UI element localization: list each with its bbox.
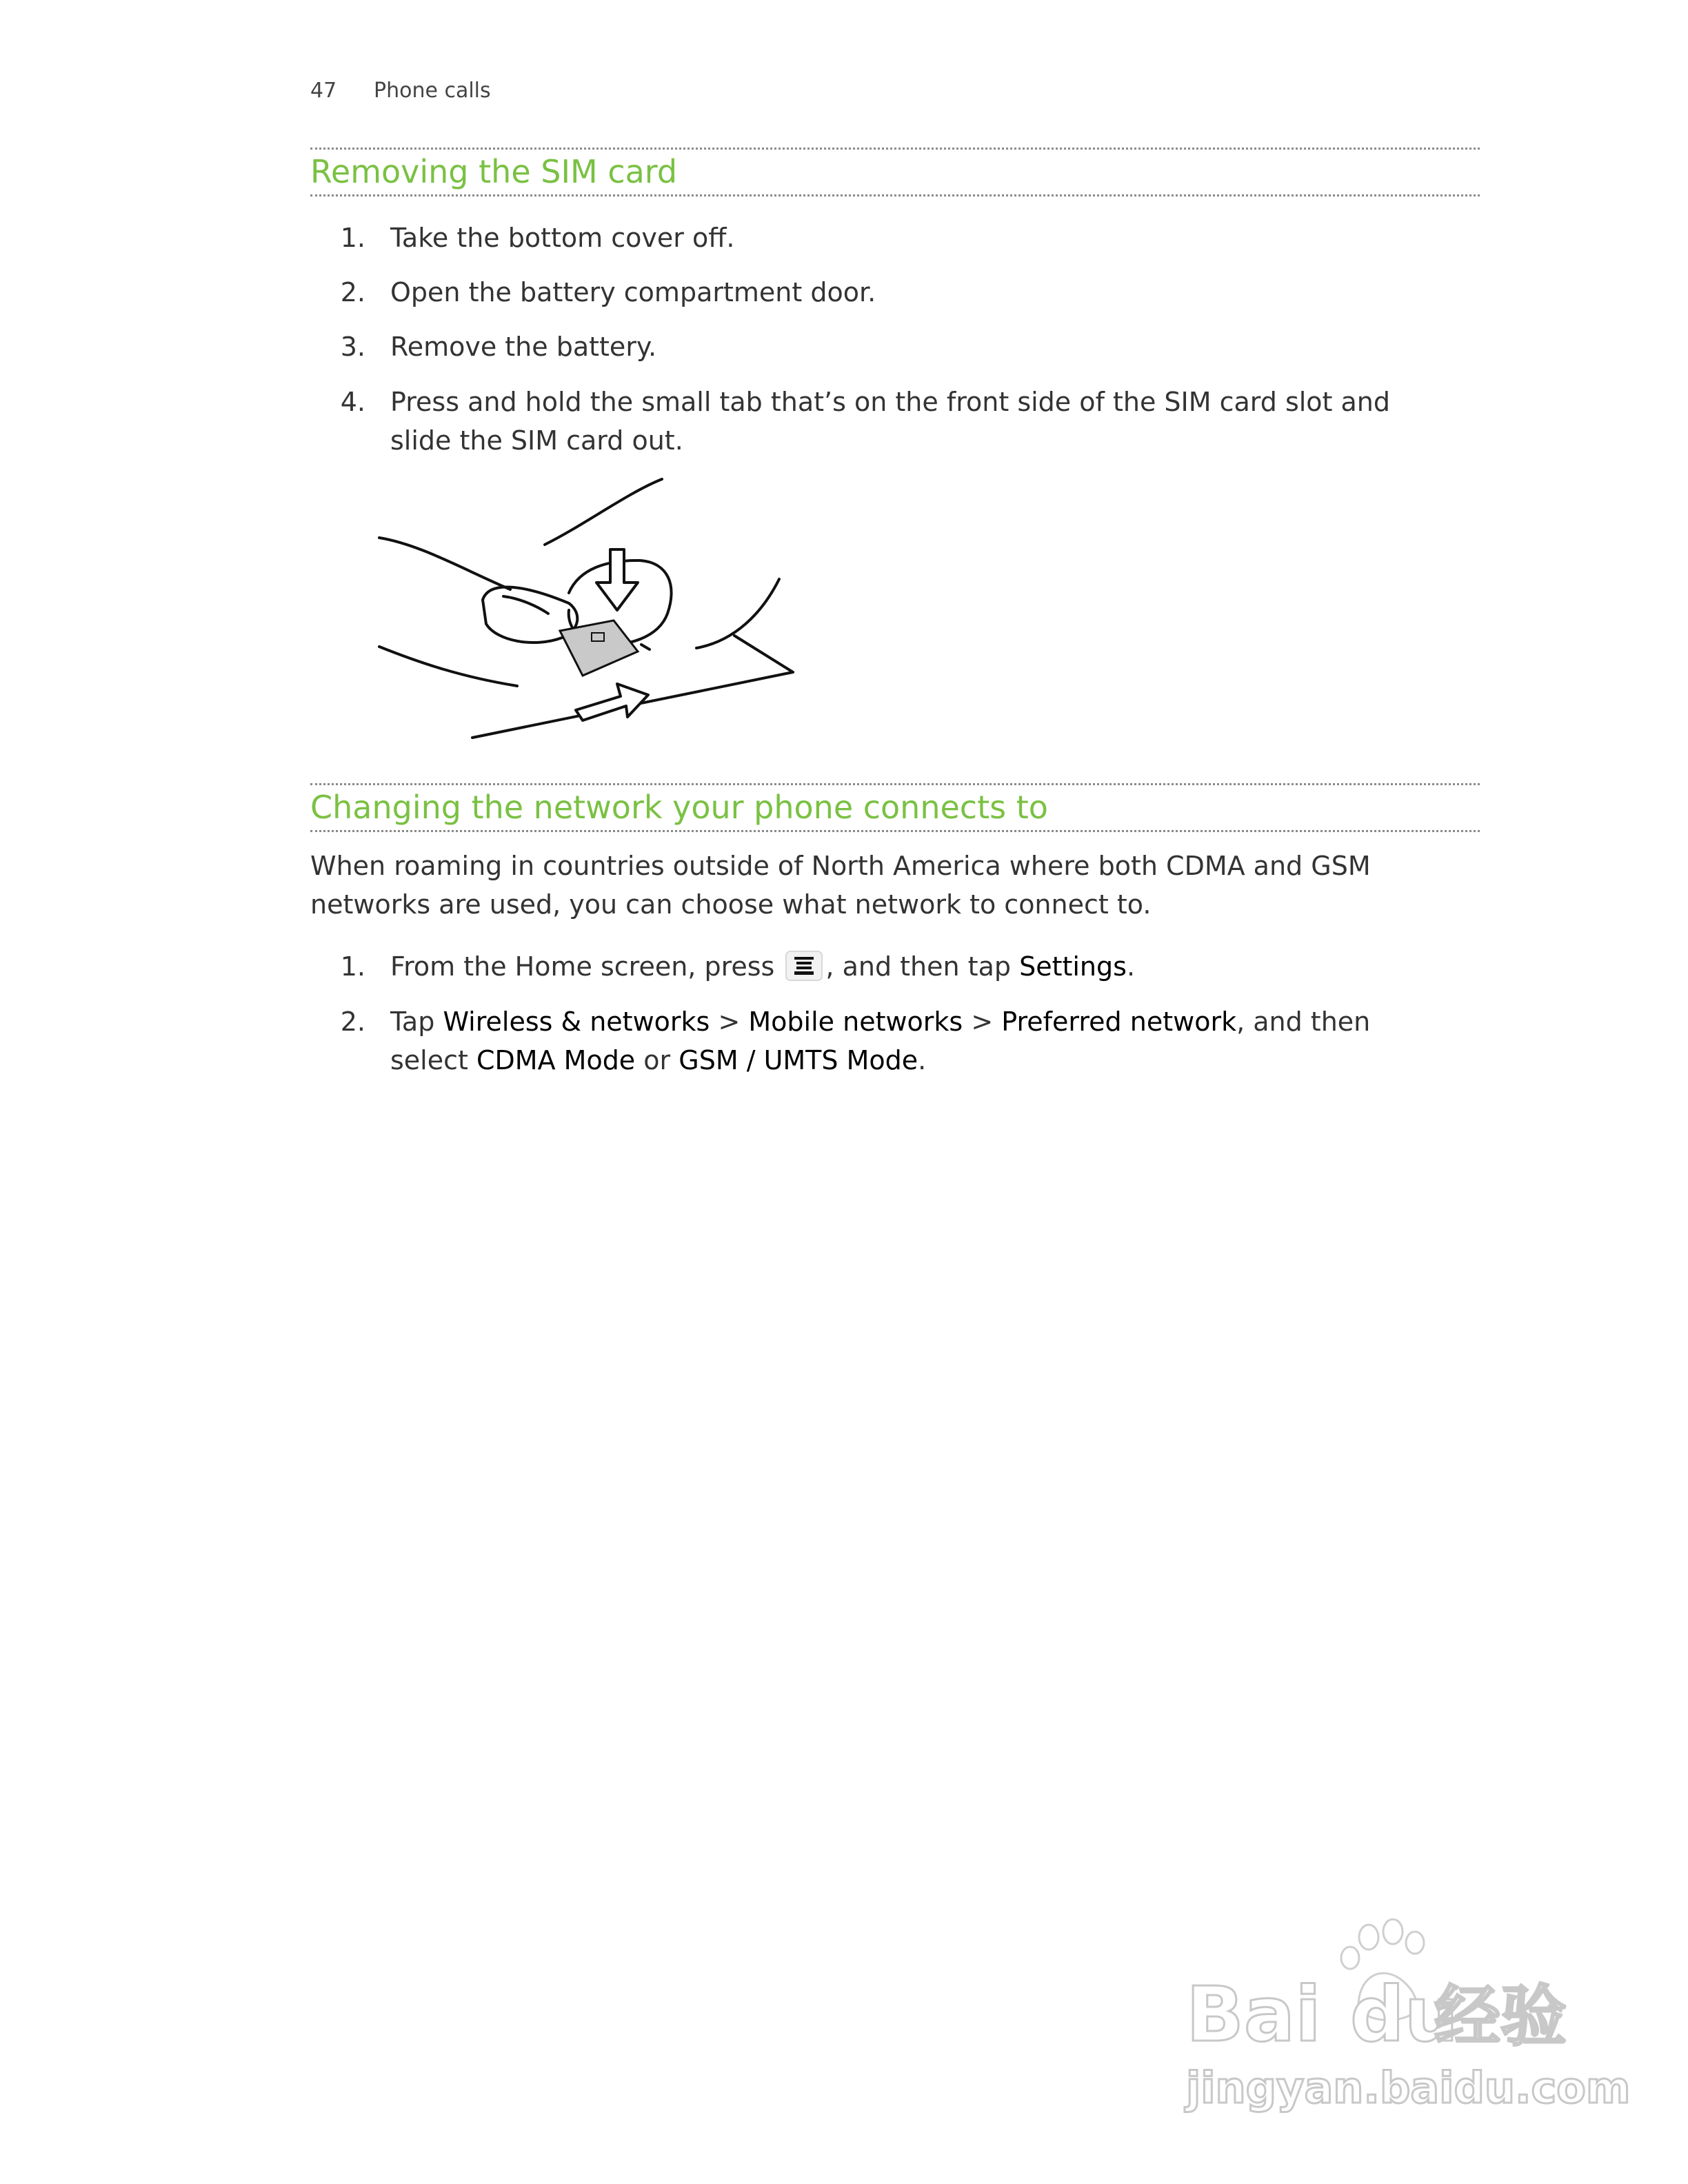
step-number: 1. — [340, 951, 365, 982]
divider — [310, 783, 1480, 785]
section-title-changing-network: Changing the network your phone connects to — [310, 789, 1048, 826]
step-number: 2. — [340, 277, 365, 307]
path-separator: > — [971, 1007, 994, 1037]
page-number: 47 — [310, 79, 337, 103]
preferred-network-label: Preferred network — [1001, 1007, 1237, 1037]
watermark-brand-du: du — [1350, 1970, 1459, 2059]
step-text-part: From the Home screen, press — [390, 951, 775, 982]
step-text-part: select — [390, 1045, 468, 1075]
step-text-part: . — [1126, 951, 1136, 982]
intro-line: When roaming in countries outside of North America where both CDMA and GSM — [310, 851, 1371, 881]
step-text-part: , and then tap — [825, 951, 1011, 982]
step-number: 1. — [340, 223, 365, 253]
page-header — [310, 79, 491, 103]
divider — [310, 148, 1480, 150]
intro-paragraph — [310, 847, 1483, 924]
watermark-brand: Bai — [1186, 1970, 1321, 2059]
step-text — [390, 1002, 1494, 1041]
watermark-cn: 经验 — [1434, 1978, 1567, 2055]
step-text: slide the SIM card out. — [390, 425, 683, 456]
sim-removal-illustration — [379, 476, 821, 751]
step-number: 2. — [340, 1007, 365, 1037]
step-text: Press and hold the small tab that’s on the front side of the SIM card slot and — [390, 387, 1391, 417]
gsm-umts-mode-label: GSM / UMTS Mode — [679, 1045, 918, 1075]
step-text — [390, 1041, 1494, 1080]
intro-line: networks are used, you can choose what network to connect to. — [310, 889, 1152, 920]
mobile-networks-label: Mobile networks — [748, 1007, 963, 1037]
step-number: 3. — [340, 332, 365, 362]
step-text-part: . — [918, 1045, 927, 1075]
wireless-networks-label: Wireless & networks — [443, 1007, 710, 1037]
step-text-part: , and then — [1236, 1007, 1371, 1037]
path-separator: > — [718, 1007, 741, 1037]
step-text — [390, 947, 1494, 986]
cdma-mode-label: CDMA Mode — [476, 1045, 636, 1075]
divider — [310, 830, 1480, 832]
menu-icon — [785, 951, 823, 981]
step-text-part: Tap — [390, 1007, 435, 1037]
step-number: 4. — [340, 387, 365, 417]
step-text: Take the bottom cover off. — [390, 223, 735, 253]
step-text: Remove the battery. — [390, 332, 657, 362]
watermark-url: jingyan.baidu.com — [1186, 2063, 1631, 2113]
baidu-watermark — [1172, 1910, 1631, 2116]
divider — [310, 194, 1480, 196]
section-name: Phone calls — [374, 79, 491, 103]
settings-label: Settings — [1019, 951, 1127, 982]
step-text-part: or — [643, 1045, 671, 1075]
step-text: Open the battery compartment door. — [390, 277, 876, 307]
section-title-removing-sim: Removing the SIM card — [310, 153, 678, 190]
